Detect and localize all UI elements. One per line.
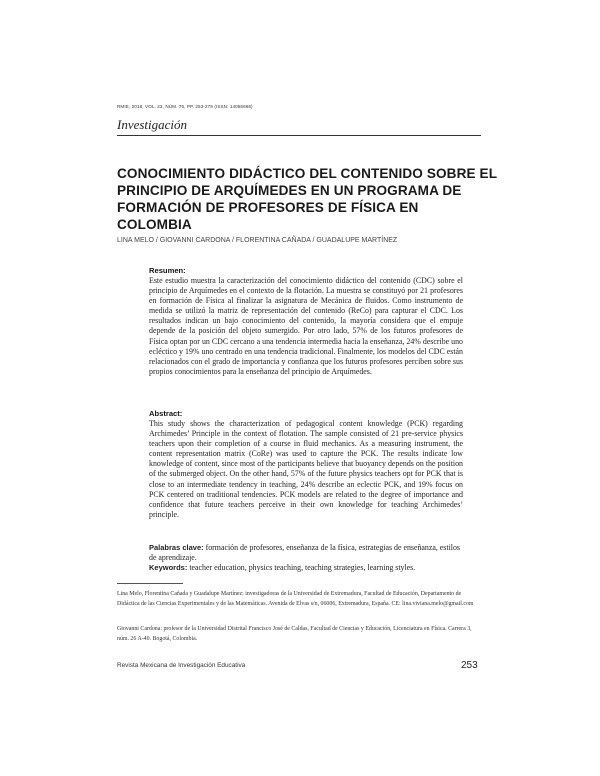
abstract-text: This study shows the characterization of pedagogical content knowledge (PCK) regarding Archimedes’ Principle in the context of flotation. The sample consisted of 21 pre-service physics teachers upon their completion of a course in fluid mechanics. As a measuring instrument, the content representation matrix (CoRe) was used to capture the PCK. The results indicate low knowledge of content, since most of the participants believe that buoyancy depends on the position of the submerged object. On the other hand, 57% of the future physics teachers opt for PCK that is close to an intermediate tendency in teaching, 24% describe an eclectic PCK, and 19% focus on PCK centered on traditional tendencies. PCK models are related to the degree of importance and confidence that future teachers perceive in their own knowledge for teaching Archimedes’ principle. [149, 419, 463, 519]
keywords-block [149, 543, 463, 573]
footnote-divider [117, 583, 183, 584]
resumen-heading: Resumen: [149, 266, 186, 275]
resumen-text: Este estudio muestra la caracterización del conocimiento didáctico del contenido (CDC) sobre el principio de Arquímedes en el contexto de la flotación. La muestra se constituyó por 21 profesores en formación de Física al finalizar la asignatura de Mecánica de fluidos. Como instrumento de medida se utilizó la matriz de representación del contenido (ReCo) para capturar el CDC. Los resultados indican un bajo conocimiento del contenido, la mayoría considera que el empuje depende de la posición del objeto sumergido. Por otro lado, 57% de los futuros profesores de Física optan por un CDC cercano a una tendencia intermedia hacia la enseñanza, 24% describe uno ecléctico y 19% uno centrado en una tendencia tradicional. Finalmente, los modelos del CDC están relacionados con el grado de importancia y confianza que los futuros profesores perciben sobre sus propios conocimientos para la enseñanza del principio de Arquímedes. [149, 276, 463, 376]
journal-citation-line: RMIE, 2018, VOL. 23, NÚM. 76, PP. 253-279 (ISSN: 14056666) [117, 104, 253, 109]
article-authors: LINA MELO / GIOVANNI CARDONA / FLORENTINA CAÑADA / GUADALUPE MARTÍNEZ [117, 237, 398, 244]
keywords-en [149, 563, 463, 573]
keywords-es-label: Palabras clave: [149, 543, 204, 552]
footnote-authors-extremadura: Lina Melo, Florentina Cañada y Guadalupe Martínez: investigadoras de la Universidad de Extremadura, Facultad de Educación, Departamento de Didáctica de las Ciencias Experimentales y de las Matemáticas. Avenida de Elvas s/n, 06006, Extremadura, España. CE: lina.viviana.melo@gmail.com [117, 591, 474, 607]
keywords-en-text: teacher education, physics teaching, teaching strategies, learning styles. [189, 563, 416, 573]
keywords-es-text: formación de profesores, enseñanza de la física, estrategias de enseñanza, estilos de aprendizaje. [149, 543, 460, 563]
abstract-heading: Abstract: [149, 409, 183, 418]
section-divider [117, 135, 481, 136]
article-title: CONOCIMIENTO DIDÁCTICO DEL CONTENIDO SOBRE EL PRINCIPIO DE ARQUÍMEDES EN UN PROGRAMA DE FORMACIÓN DE PROFESORES DE FÍSICA EN COLOMBIA [117, 166, 497, 232]
footnote-author-cardona: Giovanni Cardona: profesor de la Universidad Distrital Francisco José de Caldas, Facultad de Ciencias y Educación, Licenciatura en Física. Carrera 3, núm. 26 A-40. Bogotá, Colombia. [117, 626, 472, 642]
keywords-es [149, 543, 463, 563]
keywords-en-label: Keywords: [149, 563, 188, 573]
section-label: Investigación [117, 117, 188, 132]
page-number: 253 [461, 660, 478, 671]
journal-name-footer: Revista Mexicana de Investigación Educativa [117, 662, 246, 669]
